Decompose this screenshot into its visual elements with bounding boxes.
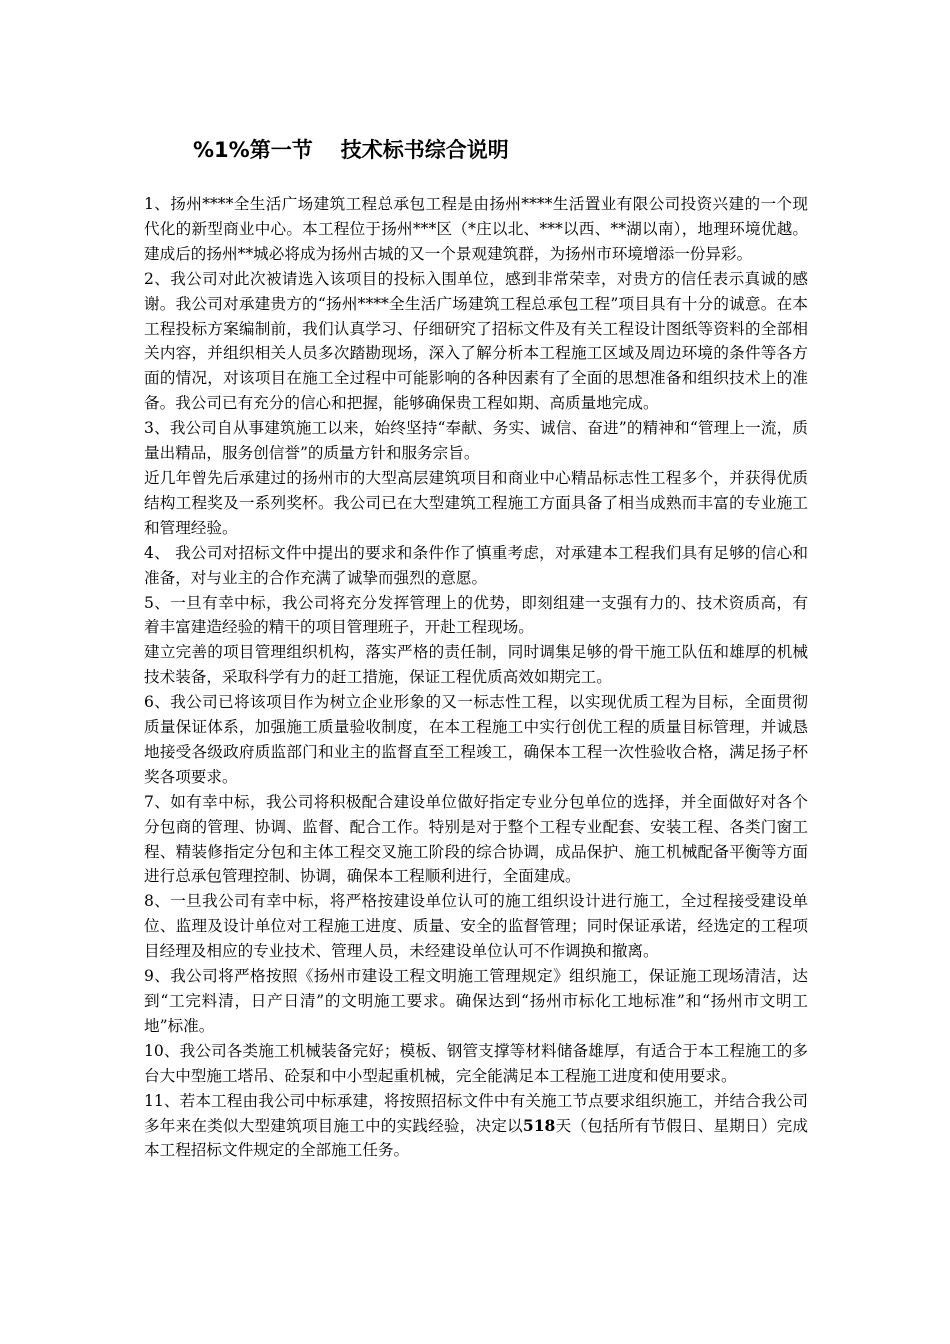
page-title xyxy=(193,136,509,164)
paragraph-9: 9、我公司将严格按照《扬州市建设工程文明施工管理规定》组织施工，保证施工现场清洁，达到“工完料清，日产日清”的文明施工要求。确保达到“扬州市标化工地标准”和“扬州市文明工地”标准。 xyxy=(144,967,808,1035)
paragraph-5-continued: 建立完善的项目管理组织机构，落实严格的责任制，同时调集足够的骨干施工队伍和雄厚的机械技术装备，采取科学有力的赶工措施，保证工程优质高效如期完工。 xyxy=(144,643,808,687)
paragraph-4: 4、 我公司对招标文件中提出的要求和条件作了慎重考虑，对承建本工程我们具有足够的信心和准备，对与业主的合作充满了诚挚而强烈的意愿。 xyxy=(144,543,808,587)
paragraph-10: 10、我公司各类施工机械装备完好；模板、钢管支撑等材料储备雄厚，有适合于本工程施工的多台大中型施工塔吊、砼泵和中小型起重机械，完全能满足本工程施工进度和使用要求。 xyxy=(144,1041,808,1085)
paragraph-3-continued: 近几年曾先后承建过的扬州市的大型高层建筑项目和商业中心精品标志性工程多个，并获得优质结构工程奖及一系列奖杯。我公司已在大型建筑工程施工方面具备了相当成熟而丰富的专业施工和管理经验。 xyxy=(144,468,808,537)
paragraph-5: 5、一旦有幸中标，我公司将充分发挥管理上的优势，即刻组建一支强有力的、技术资质高，有着丰富建造经验的精干的项目管理班子，开赴工程现场。 xyxy=(144,593,808,637)
paragraph-2: 2、我公司对此次被请选入该项目的投标入围单位，感到非常荣幸，对贵方的信任表示真诚的感谢。我公司对承建贵方的“扬州****全生活广场建筑工程总承包工程”项目具有十分的诚意。在本工程投标方案编制前，我们认真学习、仔细研究了招标文件及有关工程设计图纸等资料的全部相关内容，并组织相关人员多次踏勘现场，深入了解分析本工程施工区域及周边环境的条件等各方面的情况，对该项目在施工全过程中可能影响的各种因素有了全面的思想准备和组织技术上的准备。我公司已有充分的信心和把握，能够确保贵工程如期、高质量地完成。 xyxy=(144,269,808,413)
paragraph-3: 3、我公司自从事建筑施工以来，始终坚持“奉献、务实、诚信、奋进”的精神和“管理上一流，质量出精品，服务创信誉”的质量方针和服务宗旨。 xyxy=(144,419,808,463)
paragraph-11-text-start: 11、若本工程由我公司中标承建，将按照招标文件中有关施工节点要求组织施工，并结合我公司多年来在类似大型建筑项目施工中的实践经验，决定以 xyxy=(144,1091,808,1135)
paragraph-11 xyxy=(144,1089,808,1164)
paragraph-11-text-end: 天（包括所有节假日、星期日）完成本工程招标文件规定的全部施工任务。 xyxy=(144,1116,808,1160)
paragraph-8: 8、一旦我公司有幸中标，将严格按建设单位认可的施工组织设计进行施工，全过程接受建设单位、监理及设计单位对工程施工进度、质量、安全的监督管理；同时保证承诺，经选定的工程项目经理及相应的专业技术、管理人员，未经建设单位认可不作调换和撤离。 xyxy=(144,892,808,961)
section-title: 技术标书综合说明 xyxy=(340,138,509,162)
paragraph-7: 7、如有幸中标，我公司将积极配合建设单位做好指定专业分包单位的选择，并全面做好对各个分包商的管理、协调、监督、配合工作。特别是对于整个工程专业配套、安装工程、各类门窗工程、精装修指定分包和主体工程交叉施工阶段的综合协调，成品保护、施工机械配备平衡等方面进行总承包管理控制、协调，确保本工程顺利进行，全面建成。 xyxy=(144,792,808,886)
document-body xyxy=(144,192,808,1163)
paragraph-6: 6、我公司已将该项目作为树立企业形象的又一标志性工程，以实现优质工程为目标，全面贯彻质量保证体系，加强施工质量验收制度，在本工程施工中实行创优工程的质量目标管理，并诚恳地接受各级政府质监部门和业主的监督直至工程竣工，确保本工程一次性验收合格，满足扬子杯奖各项要求。 xyxy=(144,693,808,786)
duration-days: 518 xyxy=(522,1115,556,1135)
section-number: %1%第一节 xyxy=(193,138,313,162)
paragraph-1: 1、扬州****全生活广场建筑工程总承包工程是由扬州****生活置业有限公司投资兴建的一个现代化的新型商业中心。本工程位于扬州***区（*庄以北、***以西、**湖以南），地理环境优越。建成后的扬州**城必将成为扬州古城的又一个景观建筑群，为扬州市环境增添一份异彩。 xyxy=(144,195,808,263)
